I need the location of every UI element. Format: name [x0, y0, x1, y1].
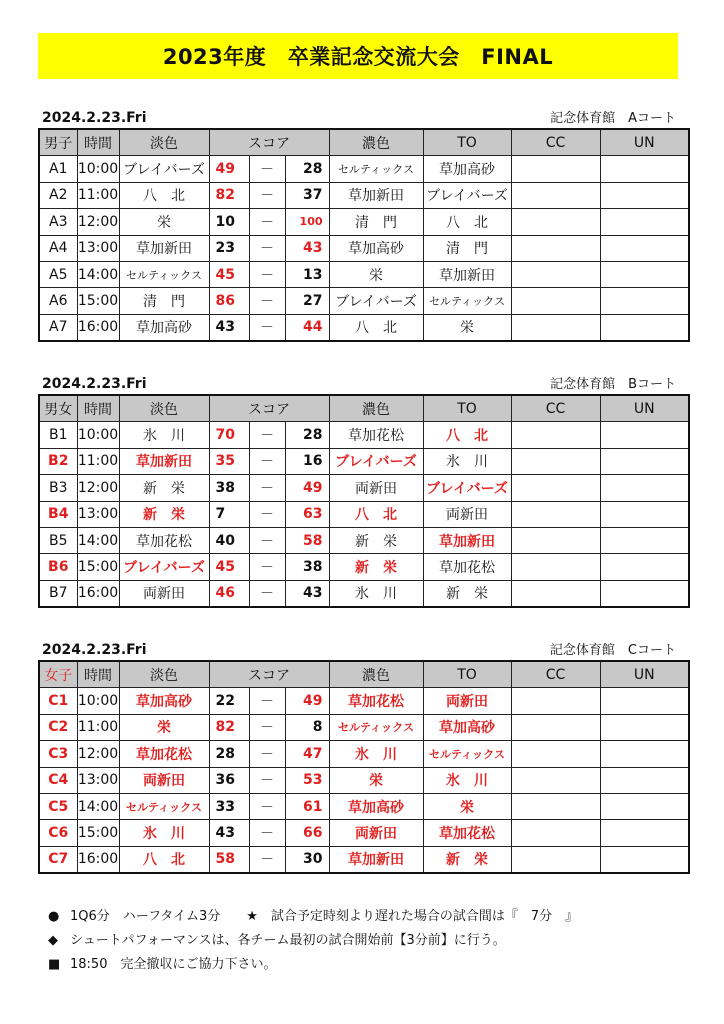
table-row — [39, 422, 689, 448]
game-time: 14:00 — [77, 793, 119, 819]
section-header — [38, 106, 678, 128]
game-time: 14:00 — [77, 261, 119, 287]
to-team: 草加花松 — [423, 554, 511, 580]
light-team: 氷 川 — [119, 422, 209, 448]
section-header — [38, 638, 678, 660]
score-light: 46 — [209, 580, 249, 607]
table-row — [39, 475, 689, 501]
table-row — [39, 288, 689, 314]
cc-cell — [511, 527, 600, 553]
court-c-section — [38, 638, 678, 874]
cc-cell — [511, 261, 600, 287]
header-row — [39, 661, 689, 688]
table-row — [39, 261, 689, 287]
header-cc: CC — [511, 661, 600, 688]
score-light: 40 — [209, 527, 249, 553]
dark-team: 新 栄 — [329, 527, 423, 553]
header-un: UN — [600, 395, 689, 422]
header-dark: 濃色 — [329, 395, 423, 422]
dark-team: 氷 川 — [329, 580, 423, 607]
note-text: シュートパフォーマンスは、各チーム最初の試合開始前【3分前】に行う。 — [70, 933, 506, 948]
score-dash: － — [249, 422, 285, 448]
section-header — [38, 372, 678, 394]
header-category: 男女 — [39, 395, 77, 422]
light-team: 草加新田 — [119, 448, 209, 474]
table-row — [39, 209, 689, 235]
score-dark: 27 — [285, 288, 329, 314]
score-dash: － — [249, 820, 285, 846]
table-row — [39, 741, 689, 767]
game-id: B4 — [39, 501, 77, 527]
un-cell — [600, 501, 689, 527]
to-team: 氷 川 — [423, 767, 511, 793]
game-id: C2 — [39, 714, 77, 740]
score-dash: － — [249, 714, 285, 740]
to-team: 八 北 — [423, 422, 511, 448]
match-date: 2024.2.23.Fri — [42, 376, 147, 392]
to-team: セルティックス — [423, 288, 511, 314]
light-team: 氷 川 — [119, 820, 209, 846]
score-dark: 44 — [285, 314, 329, 341]
game-time: 12:00 — [77, 475, 119, 501]
score-dash: － — [249, 156, 285, 182]
header-un: UN — [600, 129, 689, 156]
dark-team: 草加新田 — [329, 846, 423, 873]
to-team: 草加高砂 — [423, 714, 511, 740]
to-team: 新 栄 — [423, 580, 511, 607]
game-id: C3 — [39, 741, 77, 767]
dark-team: 両新田 — [329, 475, 423, 501]
score-dark: 61 — [285, 793, 329, 819]
score-dark: 28 — [285, 422, 329, 448]
dark-team: 草加高砂 — [329, 235, 423, 261]
light-team: 栄 — [119, 209, 209, 235]
game-time: 16:00 — [77, 314, 119, 341]
score-dark: 37 — [285, 182, 329, 208]
light-team: 草加花松 — [119, 741, 209, 767]
cc-cell — [511, 554, 600, 580]
score-dash: － — [249, 448, 285, 474]
dark-team: 八 北 — [329, 314, 423, 341]
game-time: 11:00 — [77, 448, 119, 474]
table-row — [39, 820, 689, 846]
game-id: B6 — [39, 554, 77, 580]
square-bullet-icon: ■ — [48, 957, 61, 972]
un-cell — [600, 288, 689, 314]
match-date: 2024.2.23.Fri — [42, 642, 147, 658]
to-team: ブレイバーズ — [423, 475, 511, 501]
dark-team: セルティックス — [329, 714, 423, 740]
score-light: 82 — [209, 182, 249, 208]
score-light: 70 — [209, 422, 249, 448]
to-team: 両新田 — [423, 501, 511, 527]
score-dark: 43 — [285, 235, 329, 261]
cc-cell — [511, 448, 600, 474]
un-cell — [600, 235, 689, 261]
game-time: 15:00 — [77, 288, 119, 314]
dark-team: セルティックス — [329, 156, 423, 182]
score-dash: － — [249, 767, 285, 793]
table-row — [39, 793, 689, 819]
game-id: A7 — [39, 314, 77, 341]
score-dark: 53 — [285, 767, 329, 793]
score-dark: 38 — [285, 554, 329, 580]
to-team: 八 北 — [423, 209, 511, 235]
un-cell — [600, 554, 689, 580]
score-dark: 8 — [285, 714, 329, 740]
cc-cell — [511, 314, 600, 341]
dark-team: 氷 川 — [329, 741, 423, 767]
schedule-table — [38, 394, 690, 608]
header-score: スコア — [209, 661, 329, 688]
page-title: 2023年度 卒業記念交流大会 FINAL — [38, 33, 678, 79]
match-date: 2024.2.23.Fri — [42, 110, 147, 126]
header-light: 淡色 — [119, 129, 209, 156]
note-text: 1Q6分 ハーフタイム3分 ★ 試合予定時刻より遅れた場合の試合間は『 7分 』 — [70, 909, 579, 924]
table-row — [39, 580, 689, 607]
score-dash: － — [249, 741, 285, 767]
schedule-table — [38, 660, 690, 874]
note-text: 18:50 完全撤収にご協力下さい。 — [70, 957, 277, 972]
cc-cell — [511, 288, 600, 314]
cc-cell — [511, 793, 600, 819]
table-row — [39, 235, 689, 261]
score-dash: － — [249, 527, 285, 553]
table-row — [39, 688, 689, 714]
light-team: 新 栄 — [119, 501, 209, 527]
cc-cell — [511, 235, 600, 261]
un-cell — [600, 182, 689, 208]
dark-team: 草加新田 — [329, 182, 423, 208]
table-row — [39, 314, 689, 341]
score-dark: 16 — [285, 448, 329, 474]
note-row — [48, 905, 578, 929]
header-to: TO — [423, 661, 511, 688]
game-id: A1 — [39, 156, 77, 182]
venue-label: 記念体育館 Cコート — [549, 643, 676, 658]
light-team: セルティックス — [119, 261, 209, 287]
score-dark: 49 — [285, 475, 329, 501]
diamond-bullet-icon: ◆ — [48, 933, 58, 948]
game-time: 10:00 — [77, 422, 119, 448]
game-time: 11:00 — [77, 714, 119, 740]
score-dash: － — [249, 261, 285, 287]
dark-team: 草加花松 — [329, 422, 423, 448]
to-team: 清 門 — [423, 235, 511, 261]
court-a-section — [38, 106, 678, 342]
to-team: 草加高砂 — [423, 156, 511, 182]
score-dash: － — [249, 235, 285, 261]
venue-label: 記念体育館 Bコート — [550, 377, 676, 392]
to-team: 新 栄 — [423, 846, 511, 873]
to-team: 栄 — [423, 314, 511, 341]
header-light: 淡色 — [119, 395, 209, 422]
score-light: 35 — [209, 448, 249, 474]
table-row — [39, 714, 689, 740]
light-team: 両新田 — [119, 580, 209, 607]
un-cell — [600, 314, 689, 341]
cc-cell — [511, 714, 600, 740]
header-cc: CC — [511, 395, 600, 422]
game-id: C1 — [39, 688, 77, 714]
game-time: 13:00 — [77, 767, 119, 793]
un-cell — [600, 527, 689, 553]
header-to: TO — [423, 129, 511, 156]
cc-cell — [511, 820, 600, 846]
light-team: 両新田 — [119, 767, 209, 793]
header-time: 時間 — [77, 395, 119, 422]
to-team: 草加新田 — [423, 261, 511, 287]
score-dark: 43 — [285, 580, 329, 607]
header-category: 女子 — [39, 661, 77, 688]
header-category: 男子 — [39, 129, 77, 156]
to-team: 両新田 — [423, 688, 511, 714]
score-dark: 30 — [285, 846, 329, 873]
header-dark: 濃色 — [329, 661, 423, 688]
table-row — [39, 846, 689, 873]
score-light: 28 — [209, 741, 249, 767]
dark-team: 栄 — [329, 767, 423, 793]
header-un: UN — [600, 661, 689, 688]
score-dark: 58 — [285, 527, 329, 553]
game-id: A6 — [39, 288, 77, 314]
game-id: A3 — [39, 209, 77, 235]
header-cc: CC — [511, 129, 600, 156]
un-cell — [600, 261, 689, 287]
cc-cell — [511, 422, 600, 448]
game-id: C4 — [39, 767, 77, 793]
un-cell — [600, 475, 689, 501]
to-team: ブレイバーズ — [423, 182, 511, 208]
cc-cell — [511, 475, 600, 501]
game-id: A5 — [39, 261, 77, 287]
header-row — [39, 129, 689, 156]
game-id: B7 — [39, 580, 77, 607]
game-time: 10:00 — [77, 156, 119, 182]
cc-cell — [511, 741, 600, 767]
light-team: ブレイバーズ — [119, 156, 209, 182]
score-light: 22 — [209, 688, 249, 714]
dark-team: 八 北 — [329, 501, 423, 527]
light-team: 八 北 — [119, 182, 209, 208]
score-light: 33 — [209, 793, 249, 819]
game-time: 13:00 — [77, 501, 119, 527]
header-time: 時間 — [77, 129, 119, 156]
score-light: 36 — [209, 767, 249, 793]
un-cell — [600, 580, 689, 607]
table-row — [39, 554, 689, 580]
dark-team: 栄 — [329, 261, 423, 287]
to-team: 草加花松 — [423, 820, 511, 846]
cc-cell — [511, 580, 600, 607]
game-time: 10:00 — [77, 688, 119, 714]
header-time: 時間 — [77, 661, 119, 688]
light-team: 栄 — [119, 714, 209, 740]
score-light: 43 — [209, 314, 249, 341]
notes — [48, 905, 578, 977]
dark-team: 清 門 — [329, 209, 423, 235]
cc-cell — [511, 767, 600, 793]
game-time: 13:00 — [77, 235, 119, 261]
game-id: B1 — [39, 422, 77, 448]
score-light: 43 — [209, 820, 249, 846]
to-team: 栄 — [423, 793, 511, 819]
score-light: 45 — [209, 554, 249, 580]
un-cell — [600, 209, 689, 235]
dark-team: 草加花松 — [329, 688, 423, 714]
game-id: A2 — [39, 182, 77, 208]
note-row — [48, 929, 578, 953]
score-dash: － — [249, 501, 285, 527]
score-dash: － — [249, 288, 285, 314]
score-dark: 47 — [285, 741, 329, 767]
score-light: 7 — [209, 501, 249, 527]
light-team: 草加高砂 — [119, 688, 209, 714]
score-dark: 49 — [285, 688, 329, 714]
game-time: 11:00 — [77, 182, 119, 208]
cc-cell — [511, 846, 600, 873]
light-team: 草加新田 — [119, 235, 209, 261]
un-cell — [600, 156, 689, 182]
table-row — [39, 448, 689, 474]
game-time: 14:00 — [77, 527, 119, 553]
game-time: 15:00 — [77, 554, 119, 580]
cc-cell — [511, 501, 600, 527]
cc-cell — [511, 182, 600, 208]
game-time: 16:00 — [77, 580, 119, 607]
score-dash: － — [249, 475, 285, 501]
game-id: C6 — [39, 820, 77, 846]
header-light: 淡色 — [119, 661, 209, 688]
score-dash: － — [249, 209, 285, 235]
un-cell — [600, 741, 689, 767]
dark-team: 両新田 — [329, 820, 423, 846]
un-cell — [600, 714, 689, 740]
un-cell — [600, 820, 689, 846]
venue-label: 記念体育館 Aコート — [550, 111, 676, 126]
table-row — [39, 156, 689, 182]
game-id: C5 — [39, 793, 77, 819]
score-dark: 63 — [285, 501, 329, 527]
score-light: 58 — [209, 846, 249, 873]
score-dash: － — [249, 846, 285, 873]
circle-bullet-icon: ● — [48, 909, 60, 924]
court-b-section — [38, 372, 678, 608]
game-id: B2 — [39, 448, 77, 474]
score-dash: － — [249, 688, 285, 714]
un-cell — [600, 793, 689, 819]
header-score: スコア — [209, 395, 329, 422]
header-to: TO — [423, 395, 511, 422]
header-score: スコア — [209, 129, 329, 156]
score-light: 23 — [209, 235, 249, 261]
score-dark: 28 — [285, 156, 329, 182]
to-team: 氷 川 — [423, 448, 511, 474]
score-dash: － — [249, 182, 285, 208]
un-cell — [600, 448, 689, 474]
game-time: 12:00 — [77, 209, 119, 235]
light-team: 新 栄 — [119, 475, 209, 501]
score-dash: － — [249, 554, 285, 580]
score-light: 45 — [209, 261, 249, 287]
un-cell — [600, 846, 689, 873]
game-id: B3 — [39, 475, 77, 501]
light-team: ブレイバーズ — [119, 554, 209, 580]
table-row — [39, 527, 689, 553]
light-team: 草加高砂 — [119, 314, 209, 341]
cc-cell — [511, 209, 600, 235]
table-row — [39, 767, 689, 793]
score-dash: － — [249, 314, 285, 341]
light-team: 八 北 — [119, 846, 209, 873]
game-time: 12:00 — [77, 741, 119, 767]
dark-team: ブレイバーズ — [329, 288, 423, 314]
score-dark: 66 — [285, 820, 329, 846]
dark-team: ブレイバーズ — [329, 448, 423, 474]
score-dark: 100 — [285, 209, 329, 235]
game-time: 15:00 — [77, 820, 119, 846]
table-row — [39, 501, 689, 527]
score-light: 86 — [209, 288, 249, 314]
score-dash: － — [249, 580, 285, 607]
light-team: セルティックス — [119, 793, 209, 819]
light-team: 草加花松 — [119, 527, 209, 553]
score-light: 38 — [209, 475, 249, 501]
cc-cell — [511, 688, 600, 714]
score-light: 49 — [209, 156, 249, 182]
game-id: A4 — [39, 235, 77, 261]
game-id: C7 — [39, 846, 77, 873]
cc-cell — [511, 156, 600, 182]
to-team: セルティックス — [423, 741, 511, 767]
score-dark: 13 — [285, 261, 329, 287]
un-cell — [600, 688, 689, 714]
score-dash: － — [249, 793, 285, 819]
un-cell — [600, 767, 689, 793]
table-row — [39, 182, 689, 208]
score-light: 82 — [209, 714, 249, 740]
header-row — [39, 395, 689, 422]
schedule-table — [38, 128, 690, 342]
dark-team: 新 栄 — [329, 554, 423, 580]
game-time: 16:00 — [77, 846, 119, 873]
dark-team: 草加高砂 — [329, 793, 423, 819]
un-cell — [600, 422, 689, 448]
light-team: 清 門 — [119, 288, 209, 314]
header-dark: 濃色 — [329, 129, 423, 156]
game-id: B5 — [39, 527, 77, 553]
note-row — [48, 953, 578, 977]
score-light: 10 — [209, 209, 249, 235]
to-team: 草加新田 — [423, 527, 511, 553]
